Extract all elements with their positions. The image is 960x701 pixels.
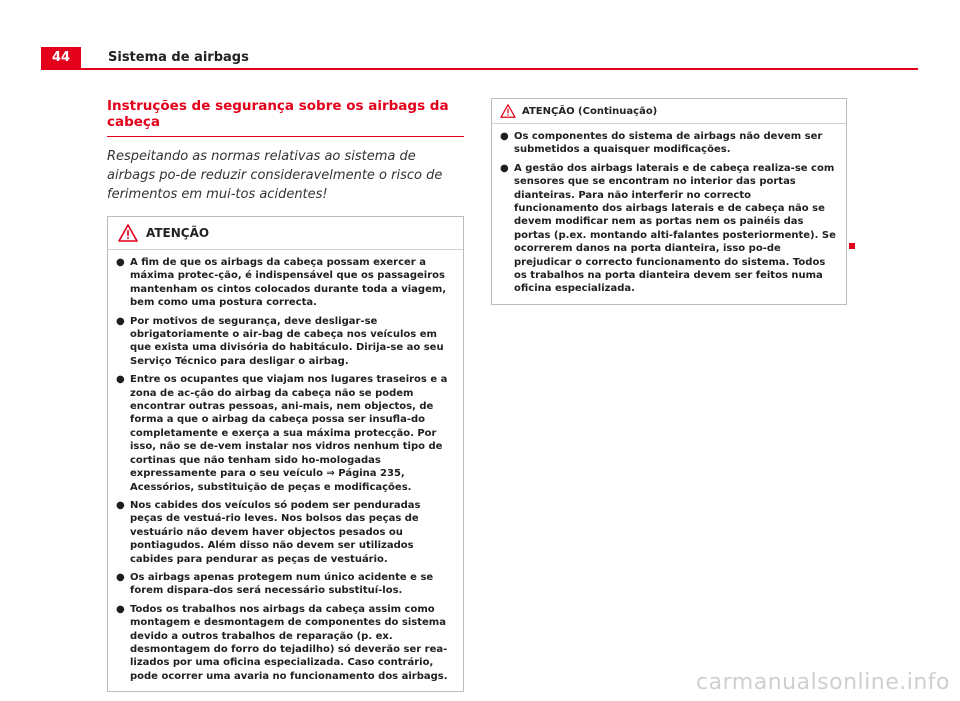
list-item-text: A fim de que os airbags da cabeça possam exercer a máxima protec-ção, é indispensável que os passageiros mantenham os cintos colocados durante toda a viagem, bem como uma postura correcta. bbox=[130, 257, 447, 309]
warning-title: ATENÇÃO bbox=[146, 226, 210, 240]
bullet-icon: ● bbox=[116, 603, 125, 615]
list-item bbox=[116, 256, 455, 310]
chapter-title: Sistema de airbags bbox=[108, 50, 249, 65]
warning-triangle-icon bbox=[118, 224, 138, 242]
right-column bbox=[491, 98, 847, 305]
warning-continuation-box bbox=[491, 98, 847, 305]
watermark: carmanualsonline.info bbox=[696, 670, 950, 695]
section-end-marker bbox=[849, 243, 855, 249]
intro-text: Respeitando as normas relativas ao sistema de airbags po-de reduzir consideravelmente o risco de ferimentos em mui-tos acidentes! bbox=[107, 149, 443, 202]
section-divider bbox=[107, 136, 464, 137]
list-item-text: Nos cabides dos veículos só podem ser penduradas peças de vestuá-rio leves. Nos bolsos das peças de vestuário não devem haver objectos pesados ou pontiagudos. Além disso não devem ser utilizados cabides para pendurar as peças de vestuário. bbox=[130, 499, 421, 565]
list-item bbox=[500, 130, 838, 157]
bullet-icon: ● bbox=[500, 131, 509, 142]
list-item-text: Os airbags apenas protegem num único acidente e se forem dispara-dos será necessário substituí-los. bbox=[130, 571, 434, 597]
warning-list bbox=[108, 250, 463, 691]
warning-triangle-icon bbox=[500, 104, 516, 118]
bullet-icon: ● bbox=[116, 257, 125, 268]
list-item bbox=[116, 603, 455, 683]
list-item bbox=[116, 315, 455, 369]
warning-title: ATENÇÃO (Continuação) bbox=[522, 105, 658, 117]
list-item bbox=[116, 571, 455, 598]
bullet-icon: ● bbox=[116, 374, 125, 386]
left-column bbox=[107, 98, 464, 692]
bullet-icon: ● bbox=[116, 315, 125, 327]
bullet-icon: ● bbox=[116, 499, 125, 511]
page-number: 44 bbox=[41, 47, 81, 69]
warning-box bbox=[107, 216, 464, 692]
list-item bbox=[116, 499, 455, 566]
list-item bbox=[116, 373, 455, 494]
list-item bbox=[500, 162, 838, 296]
list-item-text: Os componentes do sistema de airbags não devem ser submetidos a quaisquer modificações. bbox=[514, 131, 823, 156]
warning-header bbox=[492, 99, 846, 124]
list-item-text: Entre os ocupantes que viajam nos lugares traseiros e a zona de ac-ção do airbag da cabeça não se podem encontrar outras pessoas, ani-mais, nem objectos, de forma a que o airbag da cabeça possa ser insufla-do completamente e exerça a sua máxima protecção. Por isso, não se de-vem instalar nos vidros nenhum tipo de cortinas que não tenham sido ho-mologadas expressamente para o seu veículo ⇒ Página 235, Acessórios, substituição de peças e modificações. bbox=[130, 374, 448, 493]
list-item-text: A gestão dos airbags laterais e de cabeça realiza-se com sensores que se encontram no interior das portas dianteiras. Para não interferir no correcto funcionamento dos airbags laterais e de cabeça não se devem modificar nem as portas nem os painéis das portas (p.ex. montando alti-falantes posteriormente). Se ocorrerem danos na porta dianteira, isso po-de prejudicar o correcto funcionamento do sistema. Todos os trabalhos na porta dianteira devem ser feitos numa oficina especializada. bbox=[514, 162, 836, 295]
bullet-icon: ● bbox=[500, 162, 509, 174]
header-divider bbox=[41, 68, 918, 70]
warning-list bbox=[492, 124, 846, 304]
warning-header bbox=[108, 217, 463, 250]
list-item-text: Por motivos de segurança, deve desligar-se obrigatoriamente o air-bag de cabeça nos veículos em que exista uma divisória do habitáculo. Dirija-se ao seu Serviço Técnico para desligar o airbag. bbox=[130, 315, 444, 367]
bullet-icon: ● bbox=[116, 571, 125, 583]
section-title: Instruções de segurança sobre os airbags da cabeça bbox=[107, 98, 449, 130]
list-item-text: Todos os trabalhos nos airbags da cabeça assim como montagem e desmontagem de componentes do sistema devido a outros trabalhos de reparação (p. ex. desmontagem do forro do tejadilho) só deverão ser rea-lizados por uma oficina especializada. Caso contrário, pode ocorrer uma avaria no funcionamento dos airbags. bbox=[130, 603, 448, 682]
